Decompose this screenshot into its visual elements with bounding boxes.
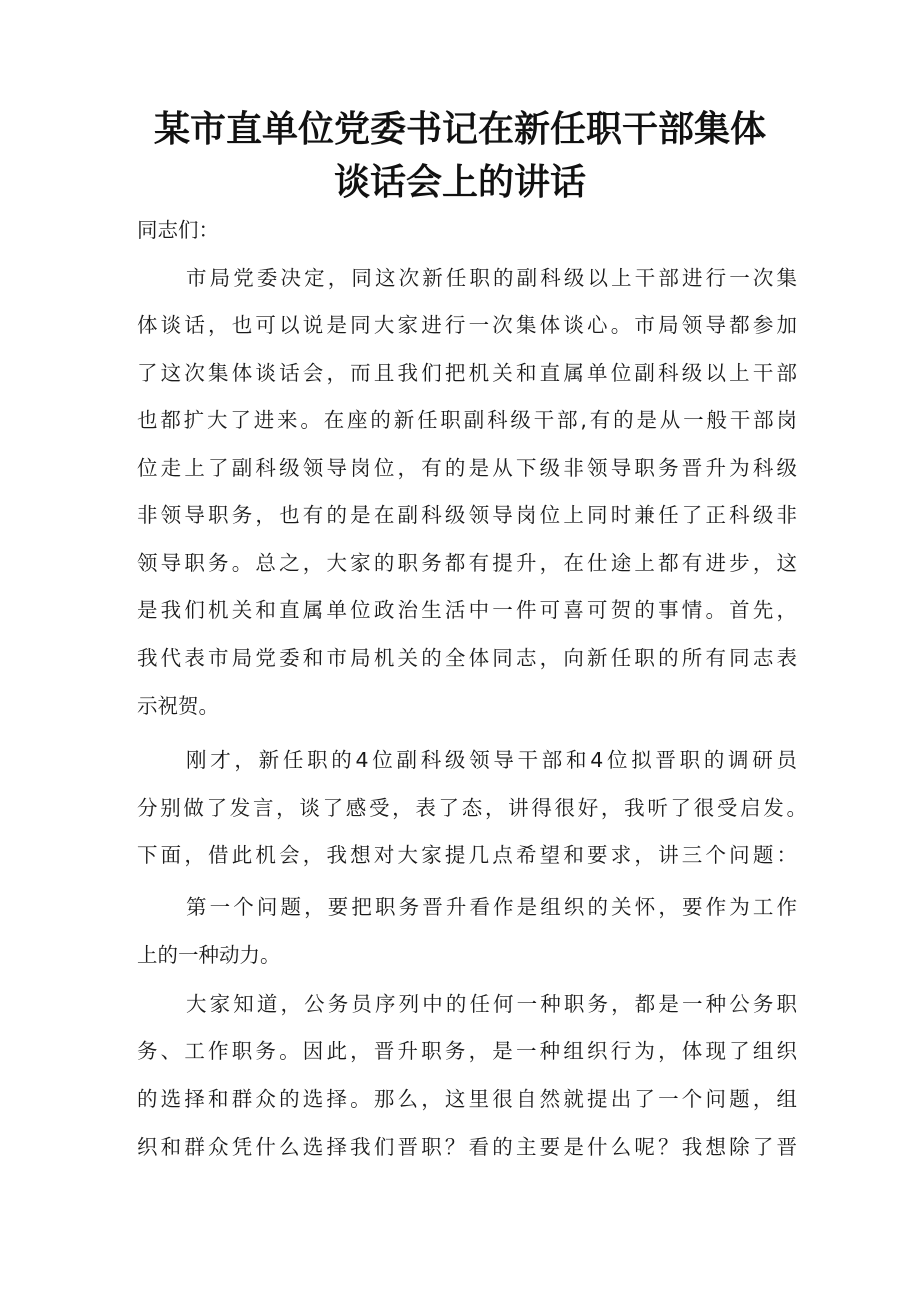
salutation: 同志们： xyxy=(137,218,219,242)
text-line: 上的一种动力。 xyxy=(137,943,281,967)
text-line: 领导职务。总之，大家的职务都有提升，在仕途上都有进步，这 xyxy=(137,551,797,575)
text-line: 第一个问题，要把职务晋升看作是组织的关怀，要作为工作 xyxy=(186,895,797,919)
text-line: 刚才，新任职的4位副科级领导干部和4位拟晋职的调研员 xyxy=(186,748,797,772)
document-title-line-2: 谈话会上的讲话 xyxy=(333,162,586,203)
text-line: 位走上了副科级领导岗位，有的是从下级非领导职务晋升为科级 xyxy=(137,456,797,480)
text-line: 下面，借此机会，我想对大家提几点希望和要求，讲三个问题： xyxy=(137,843,797,867)
text-line: 织和群众凭什么选择我们晋职？看的主要是什么呢？我想除了晋 xyxy=(137,1135,797,1159)
text-line: 也都扩大了进来。在座的新任职副科级干部,有的是从一般干部岗 xyxy=(137,408,797,432)
text-line: 大家知道，公务员序列中的任何一种职务，都是一种公务职 xyxy=(186,992,797,1016)
text-line: 我代表市局党委和市局机关的全体同志，向新任职的所有同志表 xyxy=(137,646,797,670)
text-line: 体谈话，也可以说是同大家进行一次集体谈心。市局领导都参加 xyxy=(137,313,797,337)
text-line: 了这次集体谈话会，而且我们把机关和直属单位副科级以上干部 xyxy=(137,361,797,385)
text-line: 市局党委决定，同这次新任职的副科级以上干部进行一次集 xyxy=(186,266,797,290)
text-line: 分别做了发言，谈了感受，表了态，讲得很好，我听了很受启发。 xyxy=(137,796,807,820)
text-line: 非领导职务，也有的是在副科级领导岗位上同时兼任了正科级非 xyxy=(137,503,797,527)
text-line: 务、工作职务。因此，晋升职务，是一种组织行为，体现了组织 xyxy=(137,1039,797,1063)
document-title-line-1: 某市直单位党委书记在新任职干部集体 xyxy=(153,109,766,150)
text-line: 的选择和群众的选择。那么，这里很自然就提出了一个问题，组 xyxy=(137,1087,797,1111)
text-line: 示祝贺。 xyxy=(137,694,219,718)
text-line: 是我们机关和直属单位政治生活中一件可喜可贺的事情。首先， xyxy=(137,598,797,622)
